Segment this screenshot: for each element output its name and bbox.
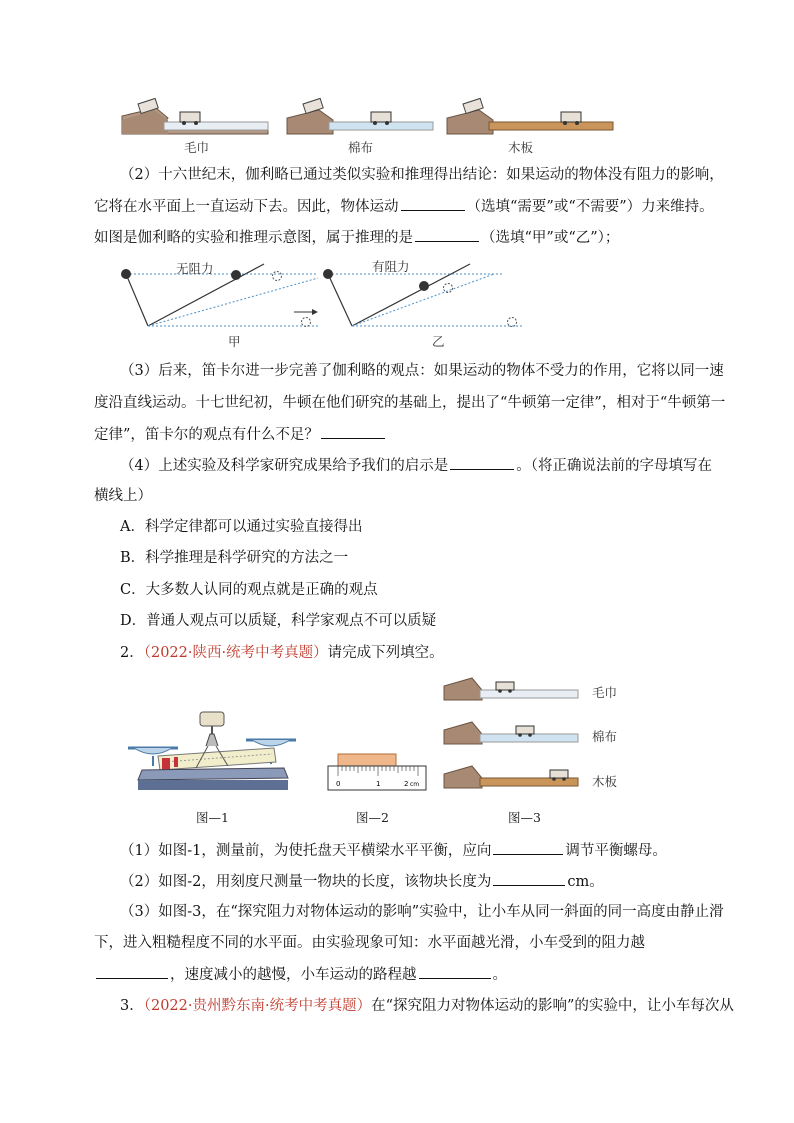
stacked-incline-figure [442, 676, 582, 796]
caption-jia: 甲 [228, 334, 241, 349]
q2-p1: （1）如图-1，测量前，为使托盘天平横梁水平平衡，应向 调节平衡螺母。 [120, 840, 740, 861]
option-c: C．大多数人认同的观点就是正确的观点 [120, 582, 378, 598]
stacked-cotton [444, 722, 578, 744]
q2-p3-line1: （3）如图-3，在“探究阻力对物体运动的影响”实验中，让小车从同一斜面的同一高度由静止滑 [120, 904, 724, 920]
ruler-unit: cm [410, 781, 420, 788]
incline-setup-cotton [287, 98, 433, 134]
q2-p3-line2: 下，进入粗糙程度不同的水平面。由实验现象可知：水平面越光滑，小车受到的阻力越 [94, 935, 645, 951]
answer-blank-7[interactable] [96, 964, 168, 979]
fig3-label-wood: 木板 [592, 774, 618, 789]
stacked-wood [444, 766, 578, 788]
q3-header: 3．（2022·贵州黔东南·统考中考真题）在“探究阻力对物体运动的影响”的实验中，让小车每次从 [120, 998, 734, 1014]
caption-yi: 乙 [432, 334, 445, 349]
ruler-tick-1: 1 [376, 780, 381, 788]
answer-blank-5[interactable] [493, 840, 563, 855]
answer-blank-3[interactable] [321, 424, 385, 439]
answer-blank-4[interactable] [450, 455, 514, 470]
label-cotton: 棉布 [348, 140, 374, 155]
q1-p3-line1: （3）后来，笛卡尔进一步完善了伽利略的观点：如果运动的物体不受力的作用，它将以同一速 [120, 363, 724, 379]
label-wood: 木板 [508, 140, 534, 155]
fig3-label-cotton: 棉布 [592, 729, 618, 744]
incline-setup-towel [122, 98, 268, 134]
balance-figure [124, 708, 300, 794]
incline-setup-wood [447, 98, 613, 134]
option-a: A．科学定律都可以通过实验直接得出 [120, 519, 363, 535]
q1-p3-line2: 度沿直线运动。十七世纪初，牛顿在他们研究的基础上，提出了“牛顿第一定律”，相对于“牛顿第一 [94, 395, 726, 411]
stacked-towel [444, 678, 578, 700]
caption-fig1: 图—1 [196, 810, 229, 825]
option-b: B．科学推理是科学研究的方法之一 [120, 550, 349, 566]
answer-blank-8[interactable] [419, 964, 491, 979]
q1-p4-line1: （4）上述实验及科学家研究成果给予我们的启示是 。（将正确说法前的字母填写在 [120, 455, 740, 476]
q1-p3-line3: 定律”，笛卡尔的观点有什么不足？ [94, 424, 714, 445]
label-with-resistance: 有阻力 [372, 259, 410, 274]
caption-fig3: 图—3 [508, 810, 541, 825]
ruler-figure [326, 752, 430, 794]
q2-p2: （2）如图-2，用刻度尺测量一物块的长度，该物块长度为 cm。 [120, 871, 740, 892]
q2-header: 2．（2022·陕西·统考中考真题）请完成下列填空。 [120, 645, 444, 661]
ruler-tick-0: 0 [336, 780, 341, 788]
ruler-tick-2: 2 [404, 780, 409, 788]
top-incline-figure [118, 96, 713, 138]
figure-jia [121, 264, 318, 327]
q2-p3-line3: ，速度减小的越慢，小车运动的路程越 。 [94, 964, 714, 985]
label-towel: 毛巾 [184, 140, 210, 155]
answer-blank-6[interactable] [493, 871, 565, 886]
figure-yi [323, 264, 524, 327]
option-d: D．普通人观点可以质疑，科学家观点不可以质疑 [120, 613, 437, 629]
q1-p4-line2: 横线上） [94, 488, 152, 504]
answer-blank-1[interactable] [401, 196, 465, 211]
q1-p2-line3: 如图是伽利略的实验和推理示意图，属于推理的是 （选填“甲”或“乙”）； [94, 227, 714, 248]
q1-p2-line2: 它将在水平面上一直运动下去。因此，物体运动 （选填“需要”或“不需要”）力来维持。 [94, 196, 714, 217]
label-no-resistance: 无阻力 [176, 261, 214, 276]
fig3-label-towel: 毛巾 [592, 685, 618, 700]
q1-p2-line1: （2）十六世纪末，伽利略已通过类似实验和推理得出结论：如果运动的物体没有阻力的影响， [120, 167, 724, 183]
answer-blank-2[interactable] [415, 227, 479, 242]
caption-fig2: 图—2 [356, 810, 389, 825]
